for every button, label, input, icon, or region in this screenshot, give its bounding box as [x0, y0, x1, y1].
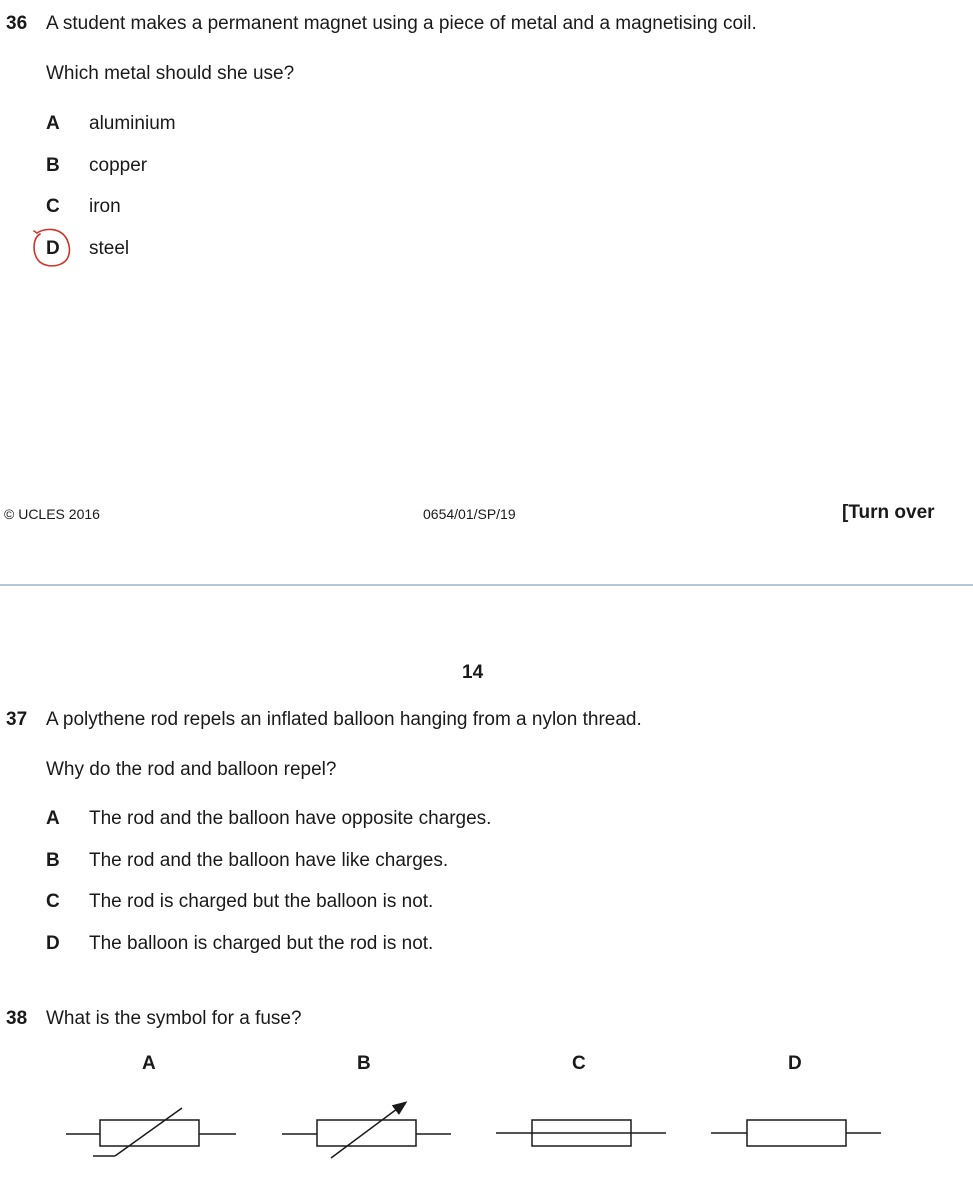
q36-option-c-text: iron [89, 196, 121, 217]
copyright-text: © UCLES 2016 [4, 506, 100, 522]
question-36-number: 36 [6, 13, 28, 34]
page-divider [0, 584, 973, 586]
q36-option-d-text: steel [89, 238, 130, 259]
question-37-text: A polythene rod repels an inflated balloon hanging from a nylon thread. [46, 709, 642, 730]
circuit-symbols-diagram [60, 1098, 890, 1164]
q37-option-a-letter: A [46, 808, 60, 829]
q37-option-a-text: The rod and the balloon have opposite charges. [89, 808, 492, 829]
q36-option-a-letter: A [46, 113, 60, 134]
symbol-a-thermistor-icon [66, 1108, 236, 1156]
question-38-text: What is the symbol for a fuse? [46, 1008, 302, 1029]
q37-option-d-text: The balloon is charged but the rod is not. [89, 933, 434, 954]
symbol-b-variable-resistor-icon [282, 1103, 451, 1158]
q36-option-d-letter: D [46, 238, 60, 259]
q37-option-b-text: The rod and the balloon have like charges. [89, 850, 449, 871]
q38-option-a-label: A [142, 1053, 156, 1074]
paper-code: 0654/01/SP/19 [423, 506, 516, 522]
turn-over-text: [Turn over [842, 502, 935, 523]
question-36-text: A student makes a permanent magnet using a piece of metal and a magnetising coil. [46, 13, 757, 34]
q38-option-b-label: B [357, 1053, 371, 1074]
symbol-c-fuse-icon [496, 1120, 666, 1146]
symbol-d-resistor-icon [711, 1120, 881, 1146]
q38-option-c-label: C [572, 1053, 586, 1074]
q37-option-b-letter: B [46, 850, 60, 871]
page-number: 14 [462, 662, 484, 683]
q37-option-c-text: The rod is charged but the balloon is not. [89, 891, 434, 912]
question-36-prompt: Which metal should she use? [46, 63, 295, 84]
q38-option-d-label: D [788, 1053, 802, 1074]
question-38-number: 38 [6, 1008, 28, 1029]
q36-option-a-text: aluminium [89, 113, 176, 134]
q36-option-b-text: copper [89, 155, 148, 176]
question-37-prompt: Why do the rod and balloon repel? [46, 759, 337, 780]
q37-option-d-letter: D [46, 933, 60, 954]
q36-option-b-letter: B [46, 155, 60, 176]
q37-option-c-letter: C [46, 891, 60, 912]
q36-option-c-letter: C [46, 196, 60, 217]
question-37-number: 37 [6, 709, 28, 730]
